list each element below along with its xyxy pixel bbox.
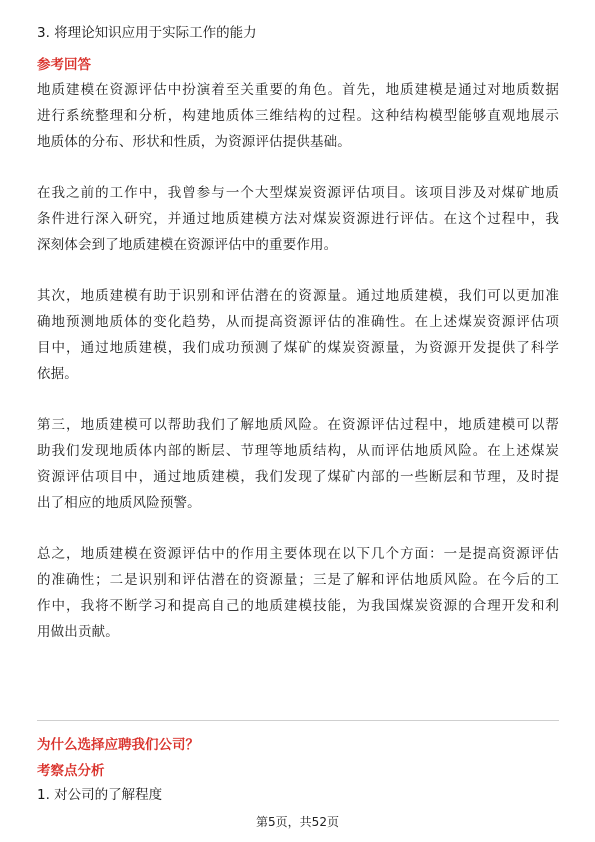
paragraph-line: 确地预测地质体的变化趋势，从而提高资源评估的准确性。在上述煤炭资源评估项 (37, 314, 559, 330)
answer-paragraph-2 (37, 180, 559, 258)
paragraph-line: 的准确性；二是识别和评估潜在的资源量；三是了解和评估地质风险。在今后的工 (37, 572, 559, 588)
paragraph-line: 其次，地质建模有助于识别和评估潜在的资源量。通过地质建模，我们可以更加准 (37, 288, 559, 304)
answer-paragraph-5 (37, 541, 559, 645)
page-content (37, 22, 559, 645)
analysis-point-1: 1. 对公司的了解程度 (37, 787, 163, 803)
paragraph-line: 目中，通过地质建模，我们成功预测了煤矿的煤炭资源量，为资源开发提供了科学 (37, 340, 559, 356)
paragraph-line: 地质建模在资源评估中扮演着至关重要的角色。首先，地质建模是通过对地质数据 (37, 82, 559, 98)
next-question-heading: 为什么选择应聘我们公司？ (37, 737, 199, 753)
paragraph-line: 地质体的分布、形状和性质，为资源评估提供基础。 (37, 134, 351, 150)
answer-label: 参考回答 (37, 57, 91, 73)
paragraph-line: 深刻体会到了地质建模在资源评估中的重要作用。 (37, 237, 338, 253)
paragraph-line: 依据。 (37, 366, 78, 382)
answer-paragraph-1 (37, 77, 559, 155)
answer-paragraph-3 (37, 283, 559, 387)
answer-paragraph-4 (37, 412, 559, 516)
question-3-heading: 3. 将理论知识应用于实际工作的能力 (37, 25, 257, 41)
paragraph-line: 总之，地质建模在资源评估中的作用主要体现在以下几个方面：一是提高资源评估 (37, 546, 559, 562)
analysis-label: 考察点分析 (37, 763, 105, 779)
paragraph-line: 资源评估项目中，通过地质建模，我们发现了煤矿内部的一些断层和节理，及时提 (37, 469, 559, 485)
paragraph-line: 在我之前的工作中，我曾参与一个大型煤炭资源评估项目。该项目涉及对煤矿地质 (37, 185, 559, 201)
next-section (37, 734, 559, 806)
page-footer: 第5页，共52页 (256, 815, 339, 829)
paragraph-line: 出了相应的地质风险预警。 (37, 495, 201, 511)
paragraph-line: 作中，我将不断学习和提高自己的地质建模技能，为我国煤炭资源的合理开发和利 (37, 598, 559, 614)
paragraph-line: 条件进行深入研究，并通过地质建模方法对煤炭资源进行评估。在这个过程中，我 (37, 211, 559, 227)
paragraph-line: 助我们发现地质体内部的断层、节理等地质结构，从而评估地质风险。在上述煤炭 (37, 443, 559, 459)
paragraph-line: 用做出贡献。 (37, 624, 119, 640)
paragraph-line: 第三，地质建模可以帮助我们了解地质风险。在资源评估过程中，地质建模可以帮 (37, 417, 559, 433)
section-divider (37, 720, 559, 721)
paragraph-line: 进行系统整理和分析，构建地质体三维结构的过程。这种结构模型能够直观地展示 (37, 108, 559, 124)
